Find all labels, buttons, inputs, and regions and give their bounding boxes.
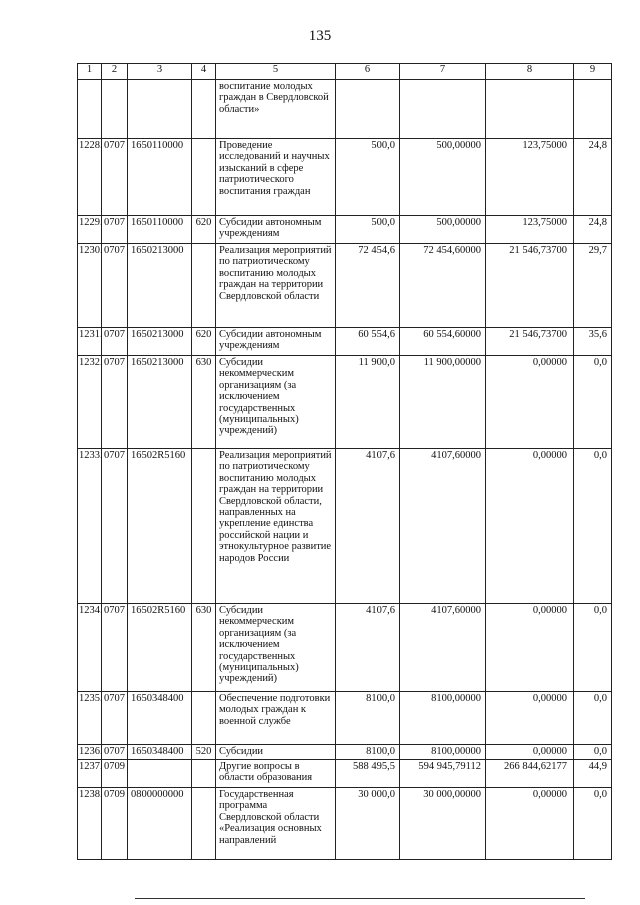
col-header: 7 bbox=[400, 64, 486, 80]
row-number: 1234. bbox=[78, 604, 102, 692]
execution-percent: 35,6 bbox=[574, 328, 612, 356]
adjusted-amount: 11 900,00000 bbox=[400, 356, 486, 449]
col-header: 9 bbox=[574, 64, 612, 80]
expense-type bbox=[192, 244, 216, 328]
expense-type: 620 bbox=[192, 216, 216, 244]
description: Реализация мероприятий по патриотическому воспитанию молодых граждан на территории Свердловской области bbox=[216, 244, 336, 328]
adjusted-amount: 500,00000 bbox=[400, 139, 486, 216]
executed-amount: 0,00000 bbox=[486, 604, 574, 692]
page-number: 135 bbox=[308, 28, 332, 44]
target-code: 1650348400 bbox=[128, 745, 192, 760]
table-row bbox=[78, 356, 612, 449]
section-code bbox=[102, 80, 128, 139]
table-row bbox=[78, 80, 612, 139]
table-row bbox=[78, 139, 612, 216]
target-code: 1650110000 bbox=[128, 216, 192, 244]
section-code: 0707 bbox=[102, 216, 128, 244]
expense-type: 620 bbox=[192, 328, 216, 356]
row-number: 1228. bbox=[78, 139, 102, 216]
target-code: 1650348400 bbox=[128, 692, 192, 745]
adjusted-amount: 30 000,00000 bbox=[400, 788, 486, 860]
col-header: 1 bbox=[78, 64, 102, 80]
section-code: 0707 bbox=[102, 692, 128, 745]
table-row bbox=[78, 760, 612, 788]
execution-percent: 0,0 bbox=[574, 449, 612, 604]
target-code: 1650213000 bbox=[128, 356, 192, 449]
row-number bbox=[78, 80, 102, 139]
target-code: 0800000000 bbox=[128, 788, 192, 860]
row-number: 1229. bbox=[78, 216, 102, 244]
adjusted-amount: 4107,60000 bbox=[400, 604, 486, 692]
target-code: 16502R5160 bbox=[128, 604, 192, 692]
table-row bbox=[78, 328, 612, 356]
section-code: 0707 bbox=[102, 604, 128, 692]
adjusted-amount bbox=[400, 80, 486, 139]
section-code: 0709 bbox=[102, 788, 128, 860]
executed-amount: 266 844,62177 bbox=[486, 760, 574, 788]
section-code: 0707 bbox=[102, 449, 128, 604]
description: Другие вопросы в области образования bbox=[216, 760, 336, 788]
description: воспитание молодых граждан в Свердловской области» bbox=[216, 80, 336, 139]
execution-percent bbox=[574, 80, 612, 139]
expense-type bbox=[192, 760, 216, 788]
target-code bbox=[128, 760, 192, 788]
expense-type bbox=[192, 449, 216, 604]
target-code: 16502R5160 bbox=[128, 449, 192, 604]
adjusted-amount: 500,00000 bbox=[400, 216, 486, 244]
planned-amount: 4107,6 bbox=[336, 604, 400, 692]
budget-table bbox=[77, 63, 612, 860]
description: Субсидии некоммерческим организациям (за исключением государственных (муниципальных) учреждений) bbox=[216, 356, 336, 449]
col-header: 3 bbox=[128, 64, 192, 80]
planned-amount: 11 900,0 bbox=[336, 356, 400, 449]
row-number: 1232. bbox=[78, 356, 102, 449]
bottom-divider bbox=[135, 898, 585, 899]
col-header: 8 bbox=[486, 64, 574, 80]
section-code: 0709 bbox=[102, 760, 128, 788]
row-number: 1238. bbox=[78, 788, 102, 860]
planned-amount: 500,0 bbox=[336, 216, 400, 244]
section-code: 0707 bbox=[102, 745, 128, 760]
planned-amount bbox=[336, 80, 400, 139]
adjusted-amount: 8100,00000 bbox=[400, 745, 486, 760]
col-header: 4 bbox=[192, 64, 216, 80]
executed-amount: 0,00000 bbox=[486, 692, 574, 745]
row-number: 1237. bbox=[78, 760, 102, 788]
executed-amount: 0,00000 bbox=[486, 449, 574, 604]
description: Государственная программа Свердловской области «Реализация основных направлений bbox=[216, 788, 336, 860]
table-row bbox=[78, 692, 612, 745]
description: Обеспечение подготовки молодых граждан к военной службе bbox=[216, 692, 336, 745]
target-code bbox=[128, 80, 192, 139]
table-row bbox=[78, 745, 612, 760]
section-code: 0707 bbox=[102, 244, 128, 328]
header-row bbox=[78, 64, 612, 80]
executed-amount: 123,75000 bbox=[486, 139, 574, 216]
execution-percent: 0,0 bbox=[574, 356, 612, 449]
execution-percent: 24,8 bbox=[574, 216, 612, 244]
planned-amount: 60 554,6 bbox=[336, 328, 400, 356]
target-code: 1650213000 bbox=[128, 244, 192, 328]
description: Субсидии bbox=[216, 745, 336, 760]
execution-percent: 0,0 bbox=[574, 604, 612, 692]
planned-amount: 588 495,5 bbox=[336, 760, 400, 788]
executed-amount: 21 546,73700 bbox=[486, 244, 574, 328]
execution-percent: 0,0 bbox=[574, 692, 612, 745]
row-number: 1235. bbox=[78, 692, 102, 745]
description: Субсидии автономным учреждениям bbox=[216, 216, 336, 244]
section-code: 0707 bbox=[102, 328, 128, 356]
table-row bbox=[78, 788, 612, 860]
planned-amount: 500,0 bbox=[336, 139, 400, 216]
expense-type bbox=[192, 80, 216, 139]
execution-percent: 24,8 bbox=[574, 139, 612, 216]
description: Субсидии автономным учреждениям bbox=[216, 328, 336, 356]
expense-type bbox=[192, 139, 216, 216]
description: Проведение исследований и научных изысканий в сфере патриотического воспитания граждан bbox=[216, 139, 336, 216]
planned-amount: 30 000,0 bbox=[336, 788, 400, 860]
execution-percent: 29,7 bbox=[574, 244, 612, 328]
executed-amount bbox=[486, 80, 574, 139]
expense-type: 630 bbox=[192, 356, 216, 449]
description: Реализация мероприятий по патриотическому воспитанию молодых граждан на территории Свердловской области, направленных на укрепление единства российской нации и этнокультурное развитие народов России bbox=[216, 449, 336, 604]
adjusted-amount: 60 554,60000 bbox=[400, 328, 486, 356]
executed-amount: 0,00000 bbox=[486, 356, 574, 449]
target-code: 1650213000 bbox=[128, 328, 192, 356]
row-number: 1231. bbox=[78, 328, 102, 356]
executed-amount: 21 546,73700 bbox=[486, 328, 574, 356]
table-row bbox=[78, 449, 612, 604]
executed-amount: 0,00000 bbox=[486, 788, 574, 860]
target-code: 1650110000 bbox=[128, 139, 192, 216]
expense-type: 520 bbox=[192, 745, 216, 760]
expense-type: 630 bbox=[192, 604, 216, 692]
adjusted-amount: 4107,60000 bbox=[400, 449, 486, 604]
row-number: 1230. bbox=[78, 244, 102, 328]
execution-percent: 0,0 bbox=[574, 788, 612, 860]
execution-percent: 0,0 bbox=[574, 745, 612, 760]
section-code: 0707 bbox=[102, 139, 128, 216]
section-code: 0707 bbox=[102, 356, 128, 449]
adjusted-amount: 594 945,79112 bbox=[400, 760, 486, 788]
table-row bbox=[78, 604, 612, 692]
col-header: 5 bbox=[216, 64, 336, 80]
description: Субсидии некоммерческим организациям (за исключением государственных (муниципальных) учреждений) bbox=[216, 604, 336, 692]
row-number: 1233. bbox=[78, 449, 102, 604]
col-header: 2 bbox=[102, 64, 128, 80]
executed-amount: 0,00000 bbox=[486, 745, 574, 760]
planned-amount: 4107,6 bbox=[336, 449, 400, 604]
table-row bbox=[78, 244, 612, 328]
adjusted-amount: 8100,00000 bbox=[400, 692, 486, 745]
adjusted-amount: 72 454,60000 bbox=[400, 244, 486, 328]
table-row bbox=[78, 216, 612, 244]
row-number: 1236. bbox=[78, 745, 102, 760]
expense-type bbox=[192, 692, 216, 745]
planned-amount: 8100,0 bbox=[336, 692, 400, 745]
executed-amount: 123,75000 bbox=[486, 216, 574, 244]
expense-type bbox=[192, 788, 216, 860]
planned-amount: 8100,0 bbox=[336, 745, 400, 760]
planned-amount: 72 454,6 bbox=[336, 244, 400, 328]
col-header: 6 bbox=[336, 64, 400, 80]
execution-percent: 44,9 bbox=[574, 760, 612, 788]
